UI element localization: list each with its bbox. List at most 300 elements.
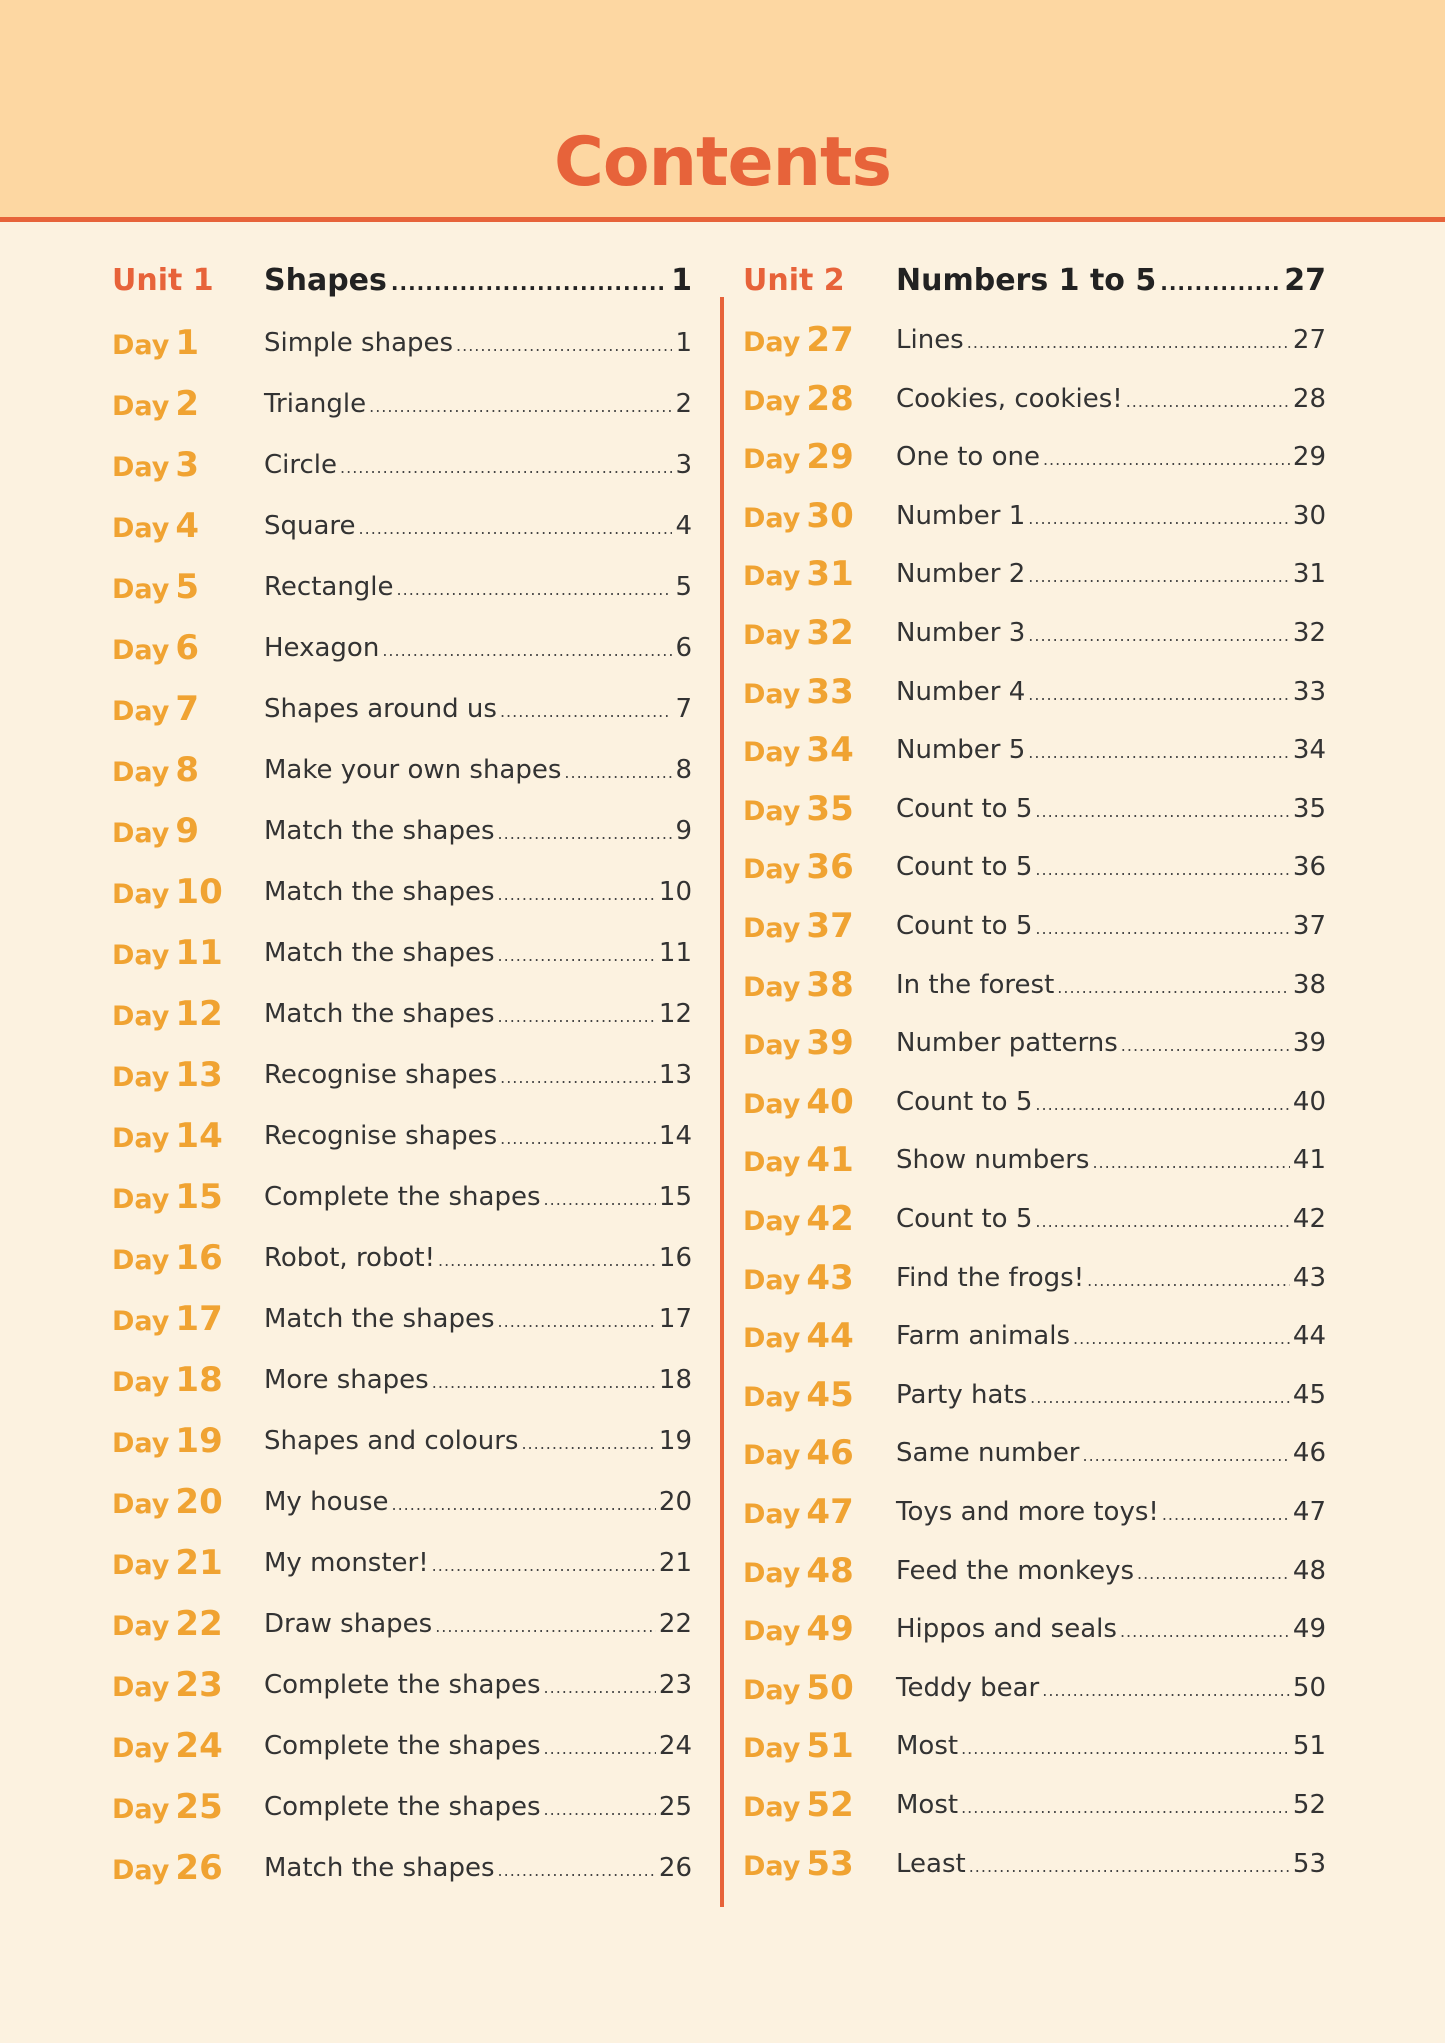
day-word: Day <box>112 1367 170 1398</box>
day-number: 1 <box>175 323 200 363</box>
toc-entry[interactable] <box>264 1290 692 1351</box>
toc-entry[interactable] <box>264 680 692 741</box>
entry-title: Count to 5 <box>896 793 1033 824</box>
toc-entry[interactable] <box>264 314 692 375</box>
day-label <box>112 558 199 622</box>
day-word: Day <box>743 678 801 710</box>
unit-title-entry[interactable] <box>264 252 692 312</box>
entry-title: Toys and more toys! <box>896 1497 1159 1527</box>
unit-label: Unit 1 <box>112 263 214 298</box>
day-word: Day <box>743 1557 801 1589</box>
day-number: 49 <box>806 1609 854 1650</box>
page-number: 40 <box>1292 1086 1326 1117</box>
dot-leader <box>1035 1193 1290 1251</box>
page-number: 6 <box>675 633 692 663</box>
toc-entry[interactable] <box>896 1835 1326 1896</box>
entry-title: Simple shapes <box>264 328 454 358</box>
dot-leader <box>544 1171 656 1229</box>
day-label <box>743 780 854 844</box>
dot-leader <box>500 683 673 741</box>
day-number: 28 <box>806 378 854 419</box>
day-label <box>743 370 854 434</box>
toc-entry[interactable] <box>264 1412 692 1473</box>
day-number: 2 <box>175 384 200 424</box>
day-label <box>112 1656 223 1720</box>
page-number: 18 <box>658 1365 692 1395</box>
day-number: 41 <box>806 1140 854 1181</box>
day-word: Day <box>112 1794 170 1825</box>
toc-entry[interactable] <box>264 619 692 680</box>
entry-title: Show numbers <box>896 1145 1090 1176</box>
dot-leader <box>340 439 672 497</box>
toc-entry[interactable] <box>896 897 1326 958</box>
day-label <box>112 1229 223 1293</box>
day-label <box>112 924 223 988</box>
day-number: 33 <box>806 671 854 712</box>
entry-title: Count to 5 <box>896 1086 1033 1117</box>
dot-leader <box>1028 724 1290 782</box>
day-number: 51 <box>806 1726 854 1767</box>
toc-entry[interactable] <box>264 1656 692 1717</box>
toc-entry[interactable] <box>264 1473 692 1534</box>
day-word: Day <box>743 502 801 534</box>
dot-leader <box>1035 783 1290 841</box>
toc-entry[interactable] <box>896 956 1326 1017</box>
toc-entry[interactable] <box>264 558 692 619</box>
toc-entry[interactable] <box>896 1659 1326 1720</box>
toc-entry[interactable] <box>896 311 1326 372</box>
dot-leader <box>391 254 667 312</box>
day-word: Day <box>743 1499 801 1530</box>
day-label <box>112 863 223 927</box>
page-title: Contents <box>553 123 892 202</box>
dot-leader <box>498 1842 656 1900</box>
day-label <box>743 1600 854 1664</box>
toc-entry[interactable] <box>896 1190 1326 1251</box>
day-label <box>743 604 854 668</box>
day-number: 4 <box>175 506 200 546</box>
dot-leader <box>1028 607 1290 665</box>
toc-entry[interactable] <box>896 780 1326 841</box>
day-number: 21 <box>175 1543 223 1583</box>
entry-title: Match the shapes <box>264 1853 495 1883</box>
page-number: 15 <box>658 1182 692 1212</box>
toc-entry[interactable] <box>264 1839 692 1900</box>
entry-title: Match the shapes <box>264 816 495 846</box>
unit-label: Unit 2 <box>743 263 845 298</box>
page-number: 3 <box>675 450 692 480</box>
dot-leader <box>1083 1427 1290 1485</box>
entry-title: Complete the shapes <box>264 1792 541 1822</box>
day-label <box>743 311 854 375</box>
page-number: 39 <box>1292 1028 1326 1059</box>
day-number: 12 <box>175 994 223 1034</box>
page-number: 44 <box>1292 1321 1326 1352</box>
day-label <box>112 619 199 683</box>
page-number: 24 <box>658 1731 692 1761</box>
day-number: 30 <box>806 495 854 536</box>
entry-title: Draw shapes <box>264 1609 433 1639</box>
day-label <box>743 1190 854 1254</box>
day-number: 50 <box>806 1667 854 1708</box>
day-word: Day <box>743 854 801 886</box>
day-label <box>743 1307 854 1371</box>
day-number: 47 <box>806 1492 854 1532</box>
day-word: Day <box>743 327 801 358</box>
entry-title: Square <box>264 511 356 541</box>
column-divider <box>720 297 724 1907</box>
day-number: 11 <box>175 933 223 973</box>
entry-title: Recognise shapes <box>264 1060 498 1090</box>
day-label <box>743 1483 854 1547</box>
day-word: Day <box>112 1672 170 1703</box>
dot-leader <box>498 988 656 1046</box>
day-label <box>112 1412 223 1476</box>
page-number: 4 <box>675 511 692 541</box>
page-number: 26 <box>658 1853 692 1883</box>
toc-entry[interactable] <box>896 1542 1326 1603</box>
dot-leader <box>500 1049 656 1107</box>
day-label <box>112 1473 223 1537</box>
page-number: 9 <box>675 816 692 846</box>
day-number: 14 <box>175 1116 223 1156</box>
day-word: Day <box>743 1030 801 1062</box>
toc-entry[interactable] <box>264 985 692 1046</box>
day-word: Day <box>112 940 170 971</box>
day-label <box>743 1717 854 1781</box>
day-word: Day <box>743 1088 801 1120</box>
day-number: 53 <box>806 1843 854 1884</box>
dot-leader <box>1057 959 1290 1017</box>
dot-leader <box>1028 548 1290 606</box>
entry-title: Lines <box>896 325 964 355</box>
entry-title: One to one <box>896 442 1040 473</box>
day-word: Day <box>112 1428 170 1459</box>
dot-leader <box>397 561 673 619</box>
page-number: 12 <box>658 999 692 1029</box>
day-number: 35 <box>806 788 854 829</box>
dot-leader <box>369 378 672 436</box>
day-word: Day <box>112 574 170 605</box>
day-word: Day <box>112 330 170 361</box>
entry-title: Shapes around us <box>264 694 497 724</box>
entry-title: Match the shapes <box>264 1304 495 1334</box>
entry-title: Hippos and seals <box>896 1614 1117 1645</box>
dot-leader <box>456 317 672 375</box>
day-word: Day <box>112 513 170 544</box>
day-label <box>112 1595 223 1659</box>
dot-leader <box>521 1415 655 1473</box>
toc-entry[interactable] <box>264 375 692 436</box>
page-number: 27 <box>1284 263 1326 298</box>
day-number: 26 <box>175 1848 223 1888</box>
day-number: 32 <box>806 613 854 653</box>
toc-entry[interactable] <box>264 863 692 924</box>
page-number: 38 <box>1292 969 1326 1000</box>
day-number: 23 <box>175 1665 223 1705</box>
entry-title: Number 1 <box>896 500 1026 531</box>
page-number: 30 <box>1292 500 1326 531</box>
page-number: 41 <box>1292 1145 1326 1176</box>
page-number: 5 <box>675 572 692 602</box>
day-word: Day <box>112 879 170 910</box>
dot-leader <box>1028 666 1290 724</box>
entry-title: Count to 5 <box>896 911 1033 941</box>
dot-leader <box>382 622 672 680</box>
day-word: Day <box>743 385 801 417</box>
toc-entry[interactable] <box>896 545 1326 606</box>
day-label <box>743 1073 854 1137</box>
toc-entry[interactable] <box>896 1307 1326 1368</box>
day-label <box>112 1046 223 1110</box>
entry-title: Party hats <box>896 1379 1028 1410</box>
toc-entry[interactable] <box>264 924 692 985</box>
page-number: 43 <box>1292 1262 1326 1293</box>
day-number: 19 <box>175 1421 223 1461</box>
page-number: 1 <box>671 263 692 298</box>
day-number: 17 <box>175 1299 223 1339</box>
dot-leader <box>1126 373 1290 431</box>
day-number: 48 <box>806 1550 854 1591</box>
dot-leader <box>498 805 673 863</box>
day-label <box>743 721 854 785</box>
page-number: 49 <box>1292 1614 1326 1645</box>
day-label <box>743 897 854 961</box>
day-label <box>112 375 199 439</box>
entry-title: In the forest <box>896 969 1055 1000</box>
day-number: 40 <box>806 1081 854 1122</box>
toc-entry[interactable] <box>264 1168 692 1229</box>
toc-entry[interactable] <box>264 802 692 863</box>
day-number: 34 <box>806 730 854 771</box>
day-label <box>743 1835 854 1899</box>
entry-title: Complete the shapes <box>264 1182 541 1212</box>
day-number: 7 <box>175 689 200 729</box>
day-number: 39 <box>806 1023 854 1064</box>
toc-entry[interactable] <box>264 1107 692 1168</box>
page-number: 29 <box>1292 442 1326 473</box>
day-number: 15 <box>175 1177 223 1217</box>
day-word: Day <box>743 1616 801 1648</box>
day-label <box>743 1014 854 1078</box>
day-number: 52 <box>806 1785 854 1825</box>
day-word: Day <box>743 1850 801 1882</box>
entry-title: Count to 5 <box>896 1204 1033 1234</box>
day-number: 10 <box>175 872 223 912</box>
day-label <box>112 497 199 561</box>
dot-leader <box>544 1720 656 1778</box>
page-number: 13 <box>658 1060 692 1090</box>
dot-leader <box>1162 1486 1290 1544</box>
dot-leader <box>961 1720 1290 1778</box>
page-number: 34 <box>1292 735 1326 766</box>
dot-leader <box>435 1598 656 1656</box>
toc-entry[interactable] <box>264 1534 692 1595</box>
toc-entry[interactable] <box>264 741 692 802</box>
page-number: 46 <box>1292 1438 1326 1469</box>
toc-entry[interactable] <box>896 1776 1326 1837</box>
entry-title: My house <box>264 1487 389 1517</box>
day-label <box>743 487 854 551</box>
dot-leader <box>498 1293 656 1351</box>
entry-title: Most <box>896 1731 959 1762</box>
day-word: Day <box>112 1184 170 1215</box>
dot-leader <box>1092 1134 1289 1192</box>
day-number: 46 <box>806 1433 854 1474</box>
toc-entry[interactable] <box>896 370 1326 431</box>
entry-title: Feed the monkeys <box>896 1555 1134 1586</box>
entry-title: Match the shapes <box>264 877 495 907</box>
dot-leader <box>1035 900 1290 958</box>
day-label <box>112 314 199 378</box>
page-number: 47 <box>1292 1497 1326 1527</box>
day-word: Day <box>743 913 801 944</box>
page-number: 51 <box>1292 1731 1326 1762</box>
toc-entry[interactable] <box>896 1717 1326 1778</box>
toc-entry[interactable] <box>896 1073 1326 1134</box>
entry-title: Least <box>896 1848 966 1879</box>
page-number: 36 <box>1292 852 1326 883</box>
dot-leader <box>1042 1662 1290 1720</box>
day-word: Day <box>743 561 801 593</box>
day-label <box>112 1717 223 1781</box>
toc-entry[interactable] <box>896 663 1326 724</box>
toc-entry[interactable] <box>896 1483 1326 1544</box>
day-number: 29 <box>806 437 854 478</box>
entry-title: Number 4 <box>896 676 1026 707</box>
page-number: 1 <box>675 328 692 358</box>
entry-title: Match the shapes <box>264 999 495 1029</box>
toc-entry[interactable] <box>896 604 1326 665</box>
toc-entry[interactable] <box>896 1249 1326 1310</box>
entry-title: Shapes and colours <box>264 1426 519 1456</box>
entry-title: Teddy bear <box>896 1672 1040 1703</box>
dot-leader <box>1121 1017 1290 1075</box>
toc-entry[interactable] <box>896 1131 1326 1192</box>
page-number: 16 <box>658 1243 692 1273</box>
dot-leader <box>961 1779 1290 1837</box>
toc-entry[interactable] <box>264 1046 692 1107</box>
entry-title: Number 3 <box>896 618 1026 648</box>
entry-title: Complete the shapes <box>264 1670 541 1700</box>
entry-title: Number patterns <box>896 1028 1118 1059</box>
page-number: 20 <box>658 1487 692 1517</box>
day-word: Day <box>112 696 170 727</box>
day-number: 36 <box>806 847 854 888</box>
day-word: Day <box>743 1147 801 1179</box>
day-word: Day <box>112 1306 170 1337</box>
page-number: 53 <box>1292 1848 1326 1879</box>
dot-leader <box>1028 490 1290 548</box>
toc-entry[interactable] <box>264 497 692 558</box>
entry-title: Farm animals <box>896 1321 1070 1352</box>
day-label <box>112 1534 223 1598</box>
page-number: 42 <box>1292 1204 1326 1234</box>
day-number: 24 <box>175 1726 223 1766</box>
toc-entry[interactable] <box>896 428 1326 489</box>
page-number: 50 <box>1292 1672 1326 1703</box>
page-number: 45 <box>1292 1379 1326 1410</box>
day-word: Day <box>743 971 801 1003</box>
day-word: Day <box>112 1001 170 1032</box>
day-number: 44 <box>806 1316 854 1357</box>
day-label <box>112 1290 223 1354</box>
toc-entry[interactable] <box>896 487 1326 548</box>
toc-entry[interactable] <box>896 721 1326 782</box>
day-label <box>112 802 199 866</box>
toc-entry[interactable] <box>264 1351 692 1412</box>
toc-entry[interactable] <box>264 1595 692 1656</box>
unit-title-entry[interactable] <box>896 252 1326 312</box>
entry-title: Make your own shapes <box>264 755 562 785</box>
entry-title: Match the shapes <box>264 938 495 968</box>
day-word: Day <box>743 1381 801 1413</box>
day-word: Day <box>112 757 170 788</box>
page-number: 22 <box>658 1609 692 1639</box>
day-label <box>112 680 199 744</box>
day-number: 42 <box>806 1199 854 1239</box>
day-word: Day <box>112 1123 170 1154</box>
toc-entry[interactable] <box>896 1014 1326 1075</box>
page-number: 19 <box>658 1426 692 1456</box>
toc-entry[interactable] <box>896 1600 1326 1661</box>
day-number: 27 <box>806 320 854 360</box>
dot-leader <box>1160 254 1280 312</box>
page-number: 2 <box>675 389 692 419</box>
dot-leader <box>969 1838 1290 1896</box>
entry-title: Rectangle <box>264 572 394 602</box>
entry-title: Complete the shapes <box>264 1731 541 1761</box>
entry-title: Robot, robot! <box>264 1243 435 1273</box>
day-number: 25 <box>175 1787 223 1827</box>
toc-entry[interactable] <box>896 838 1326 899</box>
toc-entry[interactable] <box>264 1229 692 1290</box>
page-number: 48 <box>1292 1555 1326 1586</box>
day-label <box>112 1107 223 1171</box>
entry-title: More shapes <box>264 1365 429 1395</box>
day-label <box>112 741 199 805</box>
day-label <box>743 1366 854 1430</box>
day-label <box>112 1351 223 1415</box>
day-number: 13 <box>175 1055 223 1095</box>
dot-leader <box>500 1110 656 1168</box>
day-word: Day <box>112 635 170 666</box>
page-number: 21 <box>658 1548 692 1578</box>
page-number: 14 <box>658 1121 692 1151</box>
toc-entry[interactable] <box>264 1778 692 1839</box>
page-number: 11 <box>658 938 692 968</box>
dot-leader <box>564 744 672 802</box>
dot-leader <box>1073 1310 1290 1368</box>
page-number: 7 <box>675 694 692 724</box>
entry-title: Most <box>896 1790 959 1820</box>
day-word: Day <box>112 1245 170 1276</box>
day-number: 16 <box>175 1238 223 1278</box>
toc-entry[interactable] <box>896 1424 1326 1485</box>
dot-leader <box>544 1781 656 1839</box>
day-word: Day <box>743 1733 801 1765</box>
day-word: Day <box>743 1323 801 1355</box>
dot-leader <box>1120 1603 1290 1661</box>
toc-entry[interactable] <box>264 1717 692 1778</box>
day-label <box>112 1839 223 1903</box>
day-word: Day <box>743 795 801 827</box>
day-number: 9 <box>175 811 200 851</box>
dot-leader <box>498 927 656 985</box>
toc-entry[interactable] <box>896 1366 1326 1427</box>
dot-leader <box>438 1232 656 1290</box>
toc-entry[interactable] <box>264 436 692 497</box>
